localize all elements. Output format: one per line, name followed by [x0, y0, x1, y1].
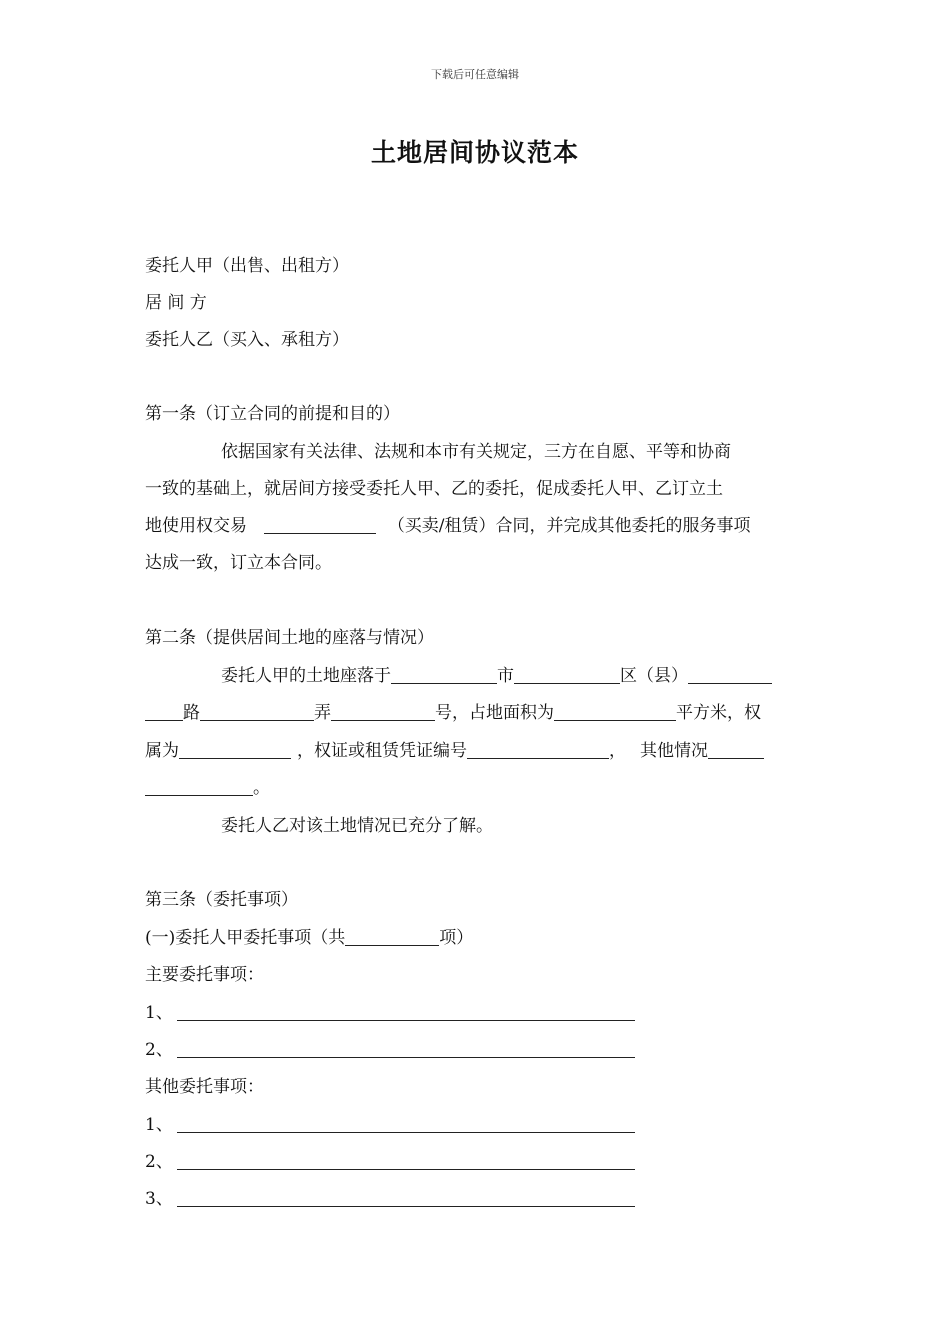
article2-line2: [145, 701, 761, 725]
article1-line1: 依据国家有关法律、法规和本市有关规定，三方在自愿、平等和协商: [221, 442, 731, 462]
ownership-blank[interactable]: [179, 742, 291, 759]
certificate-blank[interactable]: [467, 742, 609, 759]
other-condition-blank-end[interactable]: [145, 779, 253, 796]
sub1-label: (一)委托人甲委托事项（共: [145, 928, 346, 948]
article2-line1: [221, 664, 772, 688]
other-item-2: [145, 1150, 635, 1174]
main-item-1-number: 1、: [145, 1003, 173, 1023]
certificate-label: ，权证或租赁凭证编号: [297, 741, 467, 761]
number-blank[interactable]: [331, 704, 435, 721]
article1-line3: [145, 514, 751, 538]
other-item-1: [145, 1113, 635, 1137]
other-item-1-blank[interactable]: [177, 1116, 635, 1133]
area-label: 号，占地面积为: [435, 703, 554, 723]
other-condition-label: 其他情况: [640, 741, 708, 761]
line-end-period: 。: [253, 778, 270, 798]
other-item-2-blank[interactable]: [177, 1153, 635, 1170]
main-items-label: 主要委托事项：: [145, 965, 264, 985]
other-item-2-number: 2、: [145, 1152, 173, 1172]
article3-sub1: [145, 926, 473, 950]
article2-heading: 第二条（提供居间土地的座落与情况）: [145, 628, 434, 648]
other-item-3-number: 3、: [145, 1189, 173, 1209]
main-item-1-blank[interactable]: [177, 1004, 635, 1021]
comma: ，: [609, 741, 626, 761]
main-item-2: [145, 1038, 635, 1062]
document-title: 土地居间协议范本: [370, 138, 579, 167]
area-unit-label: 平方米，权: [676, 703, 761, 723]
article3-heading: 第三条（委托事项）: [145, 890, 298, 910]
item-count-blank[interactable]: [345, 929, 439, 946]
article2-line4: [145, 776, 270, 800]
other-condition-blank-start[interactable]: [708, 742, 764, 759]
district-label: 区（县）: [620, 666, 688, 686]
district-blank[interactable]: [514, 667, 620, 684]
sub1-suffix: 项）: [439, 928, 474, 948]
ownership-label: 属为: [145, 741, 179, 761]
city-label: 市: [497, 666, 514, 686]
other-item-3: [145, 1187, 635, 1211]
road-blank-end[interactable]: [145, 704, 183, 721]
main-item-2-blank[interactable]: [177, 1041, 635, 1058]
article2-line5: 委托人乙对该土地情况已充分了解。: [221, 816, 493, 836]
main-item-1: [145, 1001, 635, 1025]
article1-line4: 达成一致，订立本合同。: [145, 553, 332, 573]
article1-line3-rest: （买卖/租赁）合同，并完成其他委托的服务事项: [387, 516, 751, 536]
other-items-label: 其他委托事项：: [145, 1077, 264, 1097]
article1-line3-text: 地使用权交易: [145, 516, 247, 536]
lane-label: 弄: [314, 703, 331, 723]
transaction-type-blank[interactable]: [264, 517, 376, 534]
road-label: 路: [183, 703, 200, 723]
party-b-line: 委托人乙（买入、承租方）: [145, 330, 349, 350]
city-blank[interactable]: [391, 667, 497, 684]
article1-line2: 一致的基础上，就居间方接受委托人甲、乙的委托，促成委托人甲、乙订立土: [145, 479, 723, 499]
article1-heading: 第一条（订立合同的前提和目的）: [145, 404, 400, 424]
article2-line3: [145, 739, 764, 763]
road-blank-start[interactable]: [688, 667, 772, 684]
other-item-3-blank[interactable]: [177, 1190, 635, 1207]
other-item-1-number: 1、: [145, 1115, 173, 1135]
agent-line: 居 间 方: [145, 293, 207, 313]
lane-blank[interactable]: [200, 704, 314, 721]
main-item-2-number: 2、: [145, 1040, 173, 1060]
header-note: 下载后可任意编辑: [431, 68, 519, 81]
location-label: 委托人甲的土地座落于: [221, 666, 391, 686]
party-a-line: 委托人甲（出售、出租方）: [145, 256, 349, 276]
area-blank[interactable]: [554, 704, 676, 721]
